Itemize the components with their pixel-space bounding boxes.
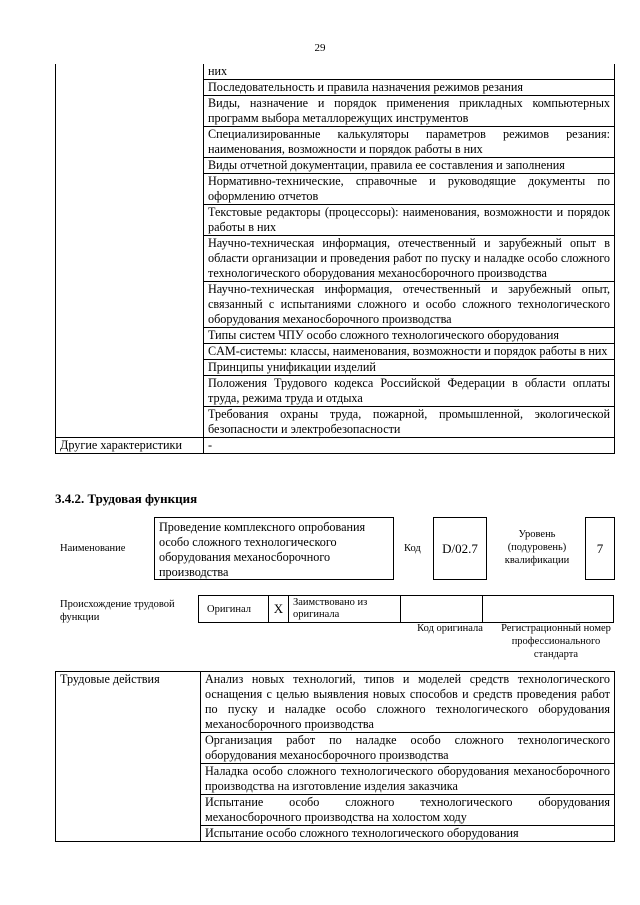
table-row xyxy=(56,438,615,454)
knowledge-item: Научно-техническая информация, отечественный и зарубежный опыт в области организации и проведения работ по пуску и наладке особо сложного технологического оборудования механосборочного производства xyxy=(204,236,615,282)
level-box: 7 xyxy=(585,517,615,580)
borrowed-label: Заимствовано из оригинала xyxy=(289,596,401,623)
knowledge-item: Текстовые редакторы (процессоры): наименования, возможности и порядок работы в них xyxy=(204,205,615,236)
empty-label-cell xyxy=(56,64,204,438)
code-original-label: Код оригинала xyxy=(417,623,483,634)
knowledge-item: Типы систем ЧПУ особо сложного технологического оборудования xyxy=(204,328,615,344)
other-characteristics-value: - xyxy=(204,438,615,454)
knowledge-item: Положения Трудового кодекса Российской Федерации в области оплаты труда, режима труда и отдыха xyxy=(204,376,615,407)
page-number: 29 xyxy=(314,42,326,54)
labor-actions-table xyxy=(55,671,615,842)
reg-number-cell xyxy=(483,596,614,623)
knowledge-item: Нормативно-технические, справочные и руководящие документы по оформлению отчетов xyxy=(204,174,615,205)
labor-action-item: Испытание особо сложного технологического оборудования механосборочного производства на холостом ходу xyxy=(201,795,615,826)
labor-action-item: Анализ новых технологий, типов и моделей средств технологического оснащения с целью выявления новых способов и средств проведения работ по пуску и наладке особо сложного технологического оборудования механосборочного производства xyxy=(201,672,615,733)
labor-actions-label: Трудовые действия xyxy=(56,672,201,842)
labor-action-item: Наладка особо сложного технологического оборудования механосборочного производства на изготовление изделия заказчика xyxy=(201,764,615,795)
section-title: 3.4.2. Трудовая функция xyxy=(55,491,198,506)
origin-table xyxy=(198,595,614,623)
table-row xyxy=(199,596,614,623)
knowledge-item: Виды, назначение и порядок применения прикладных компьютерных программ выбора металлорежущих инструментов xyxy=(204,96,615,127)
knowledge-item: Последовательность и правила назначения режимов резания xyxy=(204,80,615,96)
knowledge-item: CAM-системы: классы, наименования, возможности и порядок работы в них xyxy=(204,344,615,360)
knowledge-item: них xyxy=(204,64,615,80)
original-mark: X xyxy=(269,596,289,623)
original-label: Оригинал xyxy=(199,596,269,623)
name-label: Наименование xyxy=(60,543,126,554)
other-characteristics-label: Другие характеристики xyxy=(56,438,204,454)
function-name-box: Проведение комплексного опробования особо сложного технологического оборудования механосборочного производства xyxy=(154,517,394,580)
labor-action-item: Организация работ по наладке особо сложного технологического оборудования механосборочного производства xyxy=(201,733,615,764)
code-original-cell xyxy=(401,596,483,623)
function-code-box: D/02.7 xyxy=(433,517,487,580)
knowledge-item: Виды отчетной документации, правила ее составления и заполнения xyxy=(204,158,615,174)
reg-number-label: Регистрационный номер профессионального стандарта xyxy=(501,623,611,660)
labor-action-item: Испытание особо сложного технологического оборудования xyxy=(201,826,615,842)
knowledge-item: Научно-техническая информация, отечественный и зарубежный опыт, связанный с испытаниями сложного и особо сложного технологического оборудования механосборочного производства xyxy=(204,282,615,328)
table-row xyxy=(56,64,615,80)
code-label: Код xyxy=(404,543,421,554)
knowledge-item: Принципы унификации изделий xyxy=(204,360,615,376)
knowledge-item: Специализированные калькуляторы параметров режимов резания: наименования, возможности и порядок работы в них xyxy=(204,127,615,158)
table-row xyxy=(56,672,615,733)
origin-label: Происхождение трудовой функции xyxy=(60,599,175,623)
knowledge-table xyxy=(55,64,615,454)
knowledge-item: Требования охраны труда, пожарной, промышленной, экологической безопасности и электробезопасности xyxy=(204,407,615,438)
level-label: Уровень (подуровень) квалификации xyxy=(504,529,570,566)
